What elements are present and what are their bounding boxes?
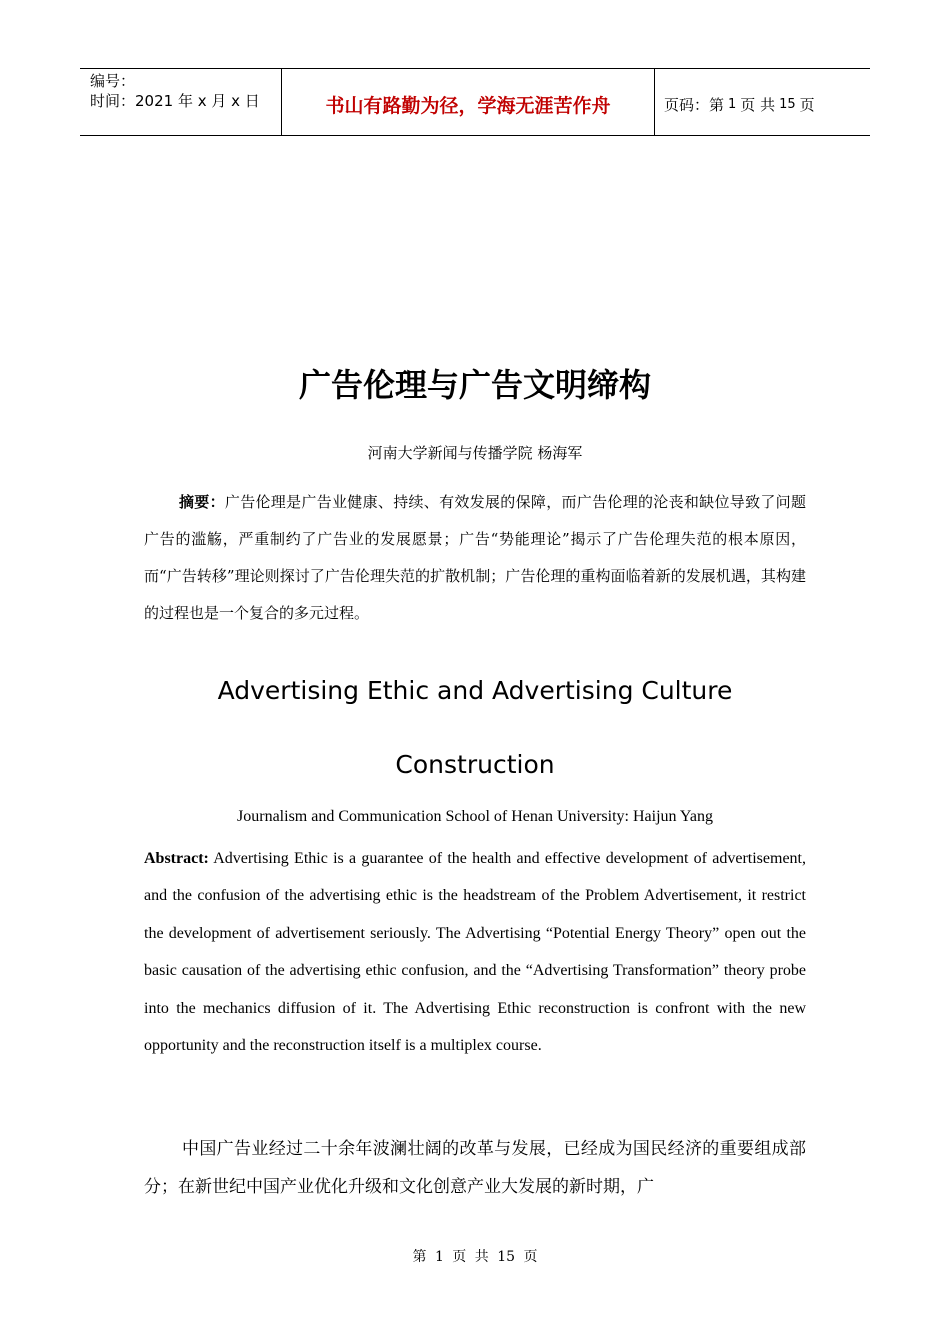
page-footer: 第 1 页 共 15 页 xyxy=(412,1249,538,1265)
header-page-info xyxy=(655,69,870,135)
document-number-label: 编号： xyxy=(90,72,136,90)
page-total: 15 xyxy=(779,96,796,112)
abstract-english xyxy=(144,840,806,1064)
author-english: Journalism and Communication School of Henan University: Haijun Yang xyxy=(237,808,713,825)
english-title-line-1: Advertising Ethic and Advertising Culture xyxy=(217,676,733,705)
body-paragraph: 中国广告业经过二十余年波澜壮阔的改革与发展，已经成为国民经济的重要组成部分；在新世纪中国产业优化升级和文化创意产业大发展的新时期，广 xyxy=(144,1139,806,1197)
abstract-english-text: Advertising Ethic is a guarantee of the health and effective development of advertisement, and the confusion of the advertising ethic is the headstream of the Problem Advertisement, it restrict the development of advertisement seriously. The Advertising “Potential Energy Theory” open out the basic causation of the advertising ethic confusion, and the “Advertising Transformation” theory probe into the mechanics diffusion of it. The Advertising Ethic reconstruction is confront with the new opportunity and the reconstruction itself is a multiplex course. xyxy=(144,850,806,1055)
header-motto-cell xyxy=(281,69,655,135)
page-suffix: 页 xyxy=(799,95,815,114)
document-date: 时间：2021 年 x 月 x 日 xyxy=(90,92,260,110)
abstract-chinese-label: 摘要： xyxy=(179,493,225,511)
page-number: 1 xyxy=(728,96,737,112)
abstract-chinese-text: 广告伦理是广告业健康、持续、有效发展的保障，而广告伦理的沦丧和缺位导致了问题广告的滥觞，严重制约了广告业的发展愿景；广告“势能理论”揭示了广告伦理失范的根本原因，而“广告转移”理论则探讨了广告伦理失范的扩散机制；广告伦理的重构面临着新的发展机遇，其构建的过程也是一个复合的多元过程。 xyxy=(144,493,806,622)
header-meta xyxy=(80,69,281,135)
author-chinese: 河南大学新闻与传播学院 杨海军 xyxy=(367,444,583,462)
abstract-english-label: Abstract: xyxy=(144,850,209,867)
header-motto: 书山有路勤为径，学海无涯苦作舟 xyxy=(325,94,611,117)
english-title-line-2: Construction xyxy=(395,750,555,779)
page-prefix: 页码：第 xyxy=(664,95,725,114)
document-header xyxy=(80,68,870,136)
abstract-chinese xyxy=(144,484,806,632)
document-title: 广告伦理与广告文明缔构 xyxy=(298,366,651,404)
page-middle: 页 共 xyxy=(740,95,776,114)
